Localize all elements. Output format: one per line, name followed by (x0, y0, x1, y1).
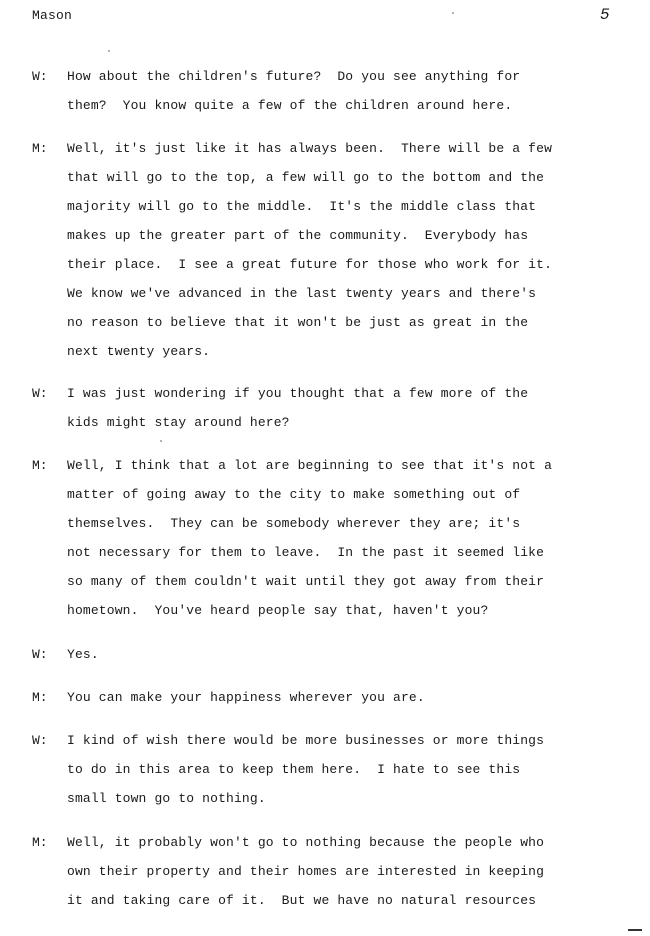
transcript-line: themselves. They can be somebody wherever they are; it's (67, 516, 521, 531)
speaker-label: M: (32, 141, 48, 156)
speaker-label: W: (32, 69, 48, 84)
speaker-label: W: (32, 647, 48, 662)
scan-corner-mark (628, 929, 642, 931)
transcript-line: not necessary for them to leave. In the past it seemed like (67, 545, 545, 560)
transcript-line: How about the children's future? Do you see anything for (67, 69, 521, 84)
scan-speck (108, 50, 110, 52)
transcript-line: I was just wondering if you thought that a few more of the (67, 386, 529, 401)
transcript-line: them? You know quite a few of the children around here. (67, 98, 513, 113)
transcript-line: majority will go to the middle. It's the middle class that (67, 199, 537, 214)
transcript-line: We know we've advanced in the last twenty years and there's (67, 286, 537, 301)
scan-speck (452, 12, 454, 14)
transcript-line: I kind of wish there would be more businesses or more things (67, 733, 545, 748)
transcript-line: so many of them couldn't wait until they got away from their (67, 574, 545, 589)
speaker-label: M: (32, 690, 48, 705)
transcript-line: hometown. You've heard people say that, haven't you? (67, 603, 489, 618)
transcript-line: matter of going away to the city to make something out of (67, 487, 521, 502)
transcript-line: that will go to the top, a few will go to the bottom and the (67, 170, 545, 185)
transcript-line: no reason to believe that it won't be just as great in the (67, 315, 529, 330)
transcript-line: Well, it probably won't go to nothing because the people who (67, 835, 545, 850)
transcript-line: Yes. (67, 647, 99, 662)
transcript-line: small town go to nothing. (67, 791, 266, 806)
speaker-label: W: (32, 386, 48, 401)
speaker-label: W: (32, 733, 48, 748)
transcript-line: Well, I think that a lot are beginning to see that it's not a (67, 458, 553, 473)
transcript-line: makes up the greater part of the community. Everybody has (67, 228, 529, 243)
page-number: 5 (600, 6, 610, 24)
transcript-line: Well, it's just like it has always been. There will be a few (67, 141, 553, 156)
transcript-line: You can make your happiness wherever you are. (67, 690, 425, 705)
transcript-line: kids might stay around here? (67, 415, 290, 430)
scan-speck (160, 440, 162, 442)
speaker-label: M: (32, 458, 48, 473)
transcript-line: to do in this area to keep them here. I hate to see this (67, 762, 521, 777)
transcript-line: it and taking care of it. But we have no natural resources (67, 893, 537, 908)
interviewee-name-header: Mason (32, 8, 73, 23)
transcript-line: next twenty years. (67, 344, 211, 359)
transcript-line: own their property and their homes are interested in keeping (67, 864, 545, 879)
speaker-label: M: (32, 835, 48, 850)
transcript-line: their place. I see a great future for those who work for it. (67, 257, 553, 272)
